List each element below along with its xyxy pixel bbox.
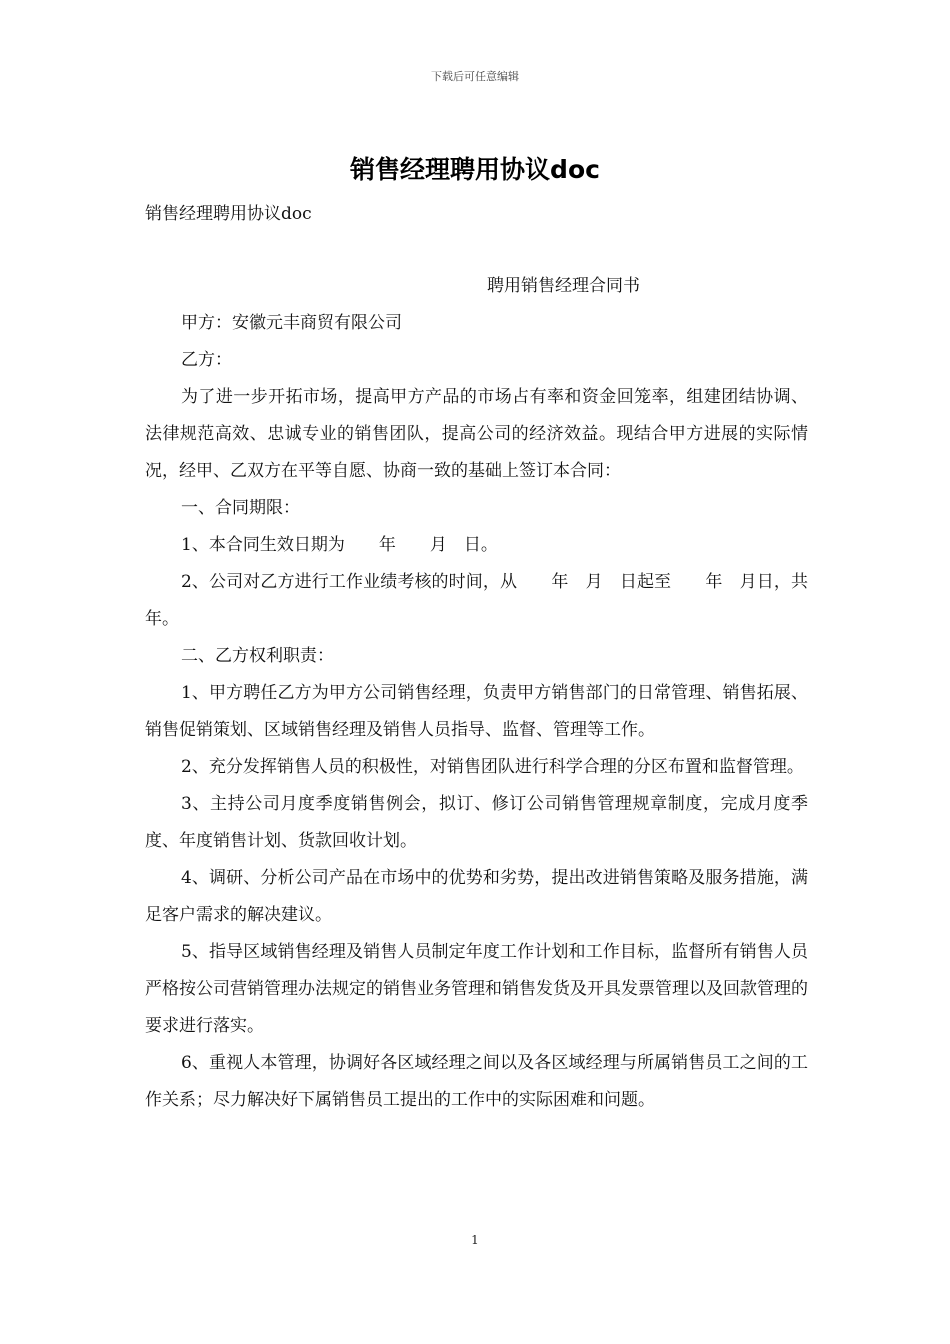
clause-2-4: 4、调研、分析公司产品在市场中的优势和劣势，提出改进销售策略及服务措施，满足客户需求的解决建议。 <box>145 868 808 925</box>
clause-2-2: 2、充分发挥销售人员的积极性，对销售团队进行科学合理的分区布置和监督管理。 <box>181 757 804 777</box>
clause-2-3: 3、主持公司月度季度销售例会，拟订、修订公司销售管理规章制度，完成月度季度、年度销售计划、货款回收计划。 <box>145 794 808 851</box>
page-number: 1 <box>471 1233 479 1247</box>
clause-1-2: 2、公司对乙方进行工作业绩考核的时间，从 年 月 日起至 年 月日，共 年。 <box>145 572 842 629</box>
clause-2-1: 1、甲方聘任乙方为甲方公司销售经理，负责甲方销售部门的日常管理、销售拓展、销售促销策划、区域销售经理及销售人员指导、监督、管理等工作。 <box>145 683 808 740</box>
clause-1-1: 1、本合同生效日期为 年 月 日。 <box>181 535 498 555</box>
document-subtitle: 销售经理聘用协议doc <box>145 204 312 224</box>
party-a: 甲方：安徽元丰商贸有限公司 <box>181 313 402 333</box>
contract-body <box>145 305 842 1119</box>
contract-title: 聘用销售经理合同书 <box>487 276 640 296</box>
preamble-paragraph: 为了进一步开拓市场，提高甲方产品的市场占有率和资金回笼率，组建团结协调、法律规范高效、忠诚专业的销售团队，提高公司的经济效益。现结合甲方进展的实际情况，经甲、乙双方在平等自愿、协商一致的基础上签订本合同： <box>145 387 808 481</box>
clause-2-5: 5、指导区域销售经理及销售人员制定年度工作计划和工作目标，监督所有销售人员严格按公司营销管理办法规定的销售业务管理和销售发货及开具发票管理以及回款管理的要求进行落实。 <box>145 942 808 1036</box>
header-note: 下载后可任意编辑 <box>431 70 519 83</box>
clause-2-6: 6、重视人本管理，协调好各区域经理之间以及各区域经理与所属销售员工之间的工作关系；尽力解决好下属销售员工提出的工作中的实际困难和问题。 <box>145 1053 808 1110</box>
section-heading-term: 一、合同期限： <box>181 498 300 518</box>
party-b: 乙方： <box>181 350 232 370</box>
document-title: 销售经理聘用协议doc <box>350 155 600 184</box>
section-heading-duties: 二、乙方权利职责： <box>181 646 334 666</box>
